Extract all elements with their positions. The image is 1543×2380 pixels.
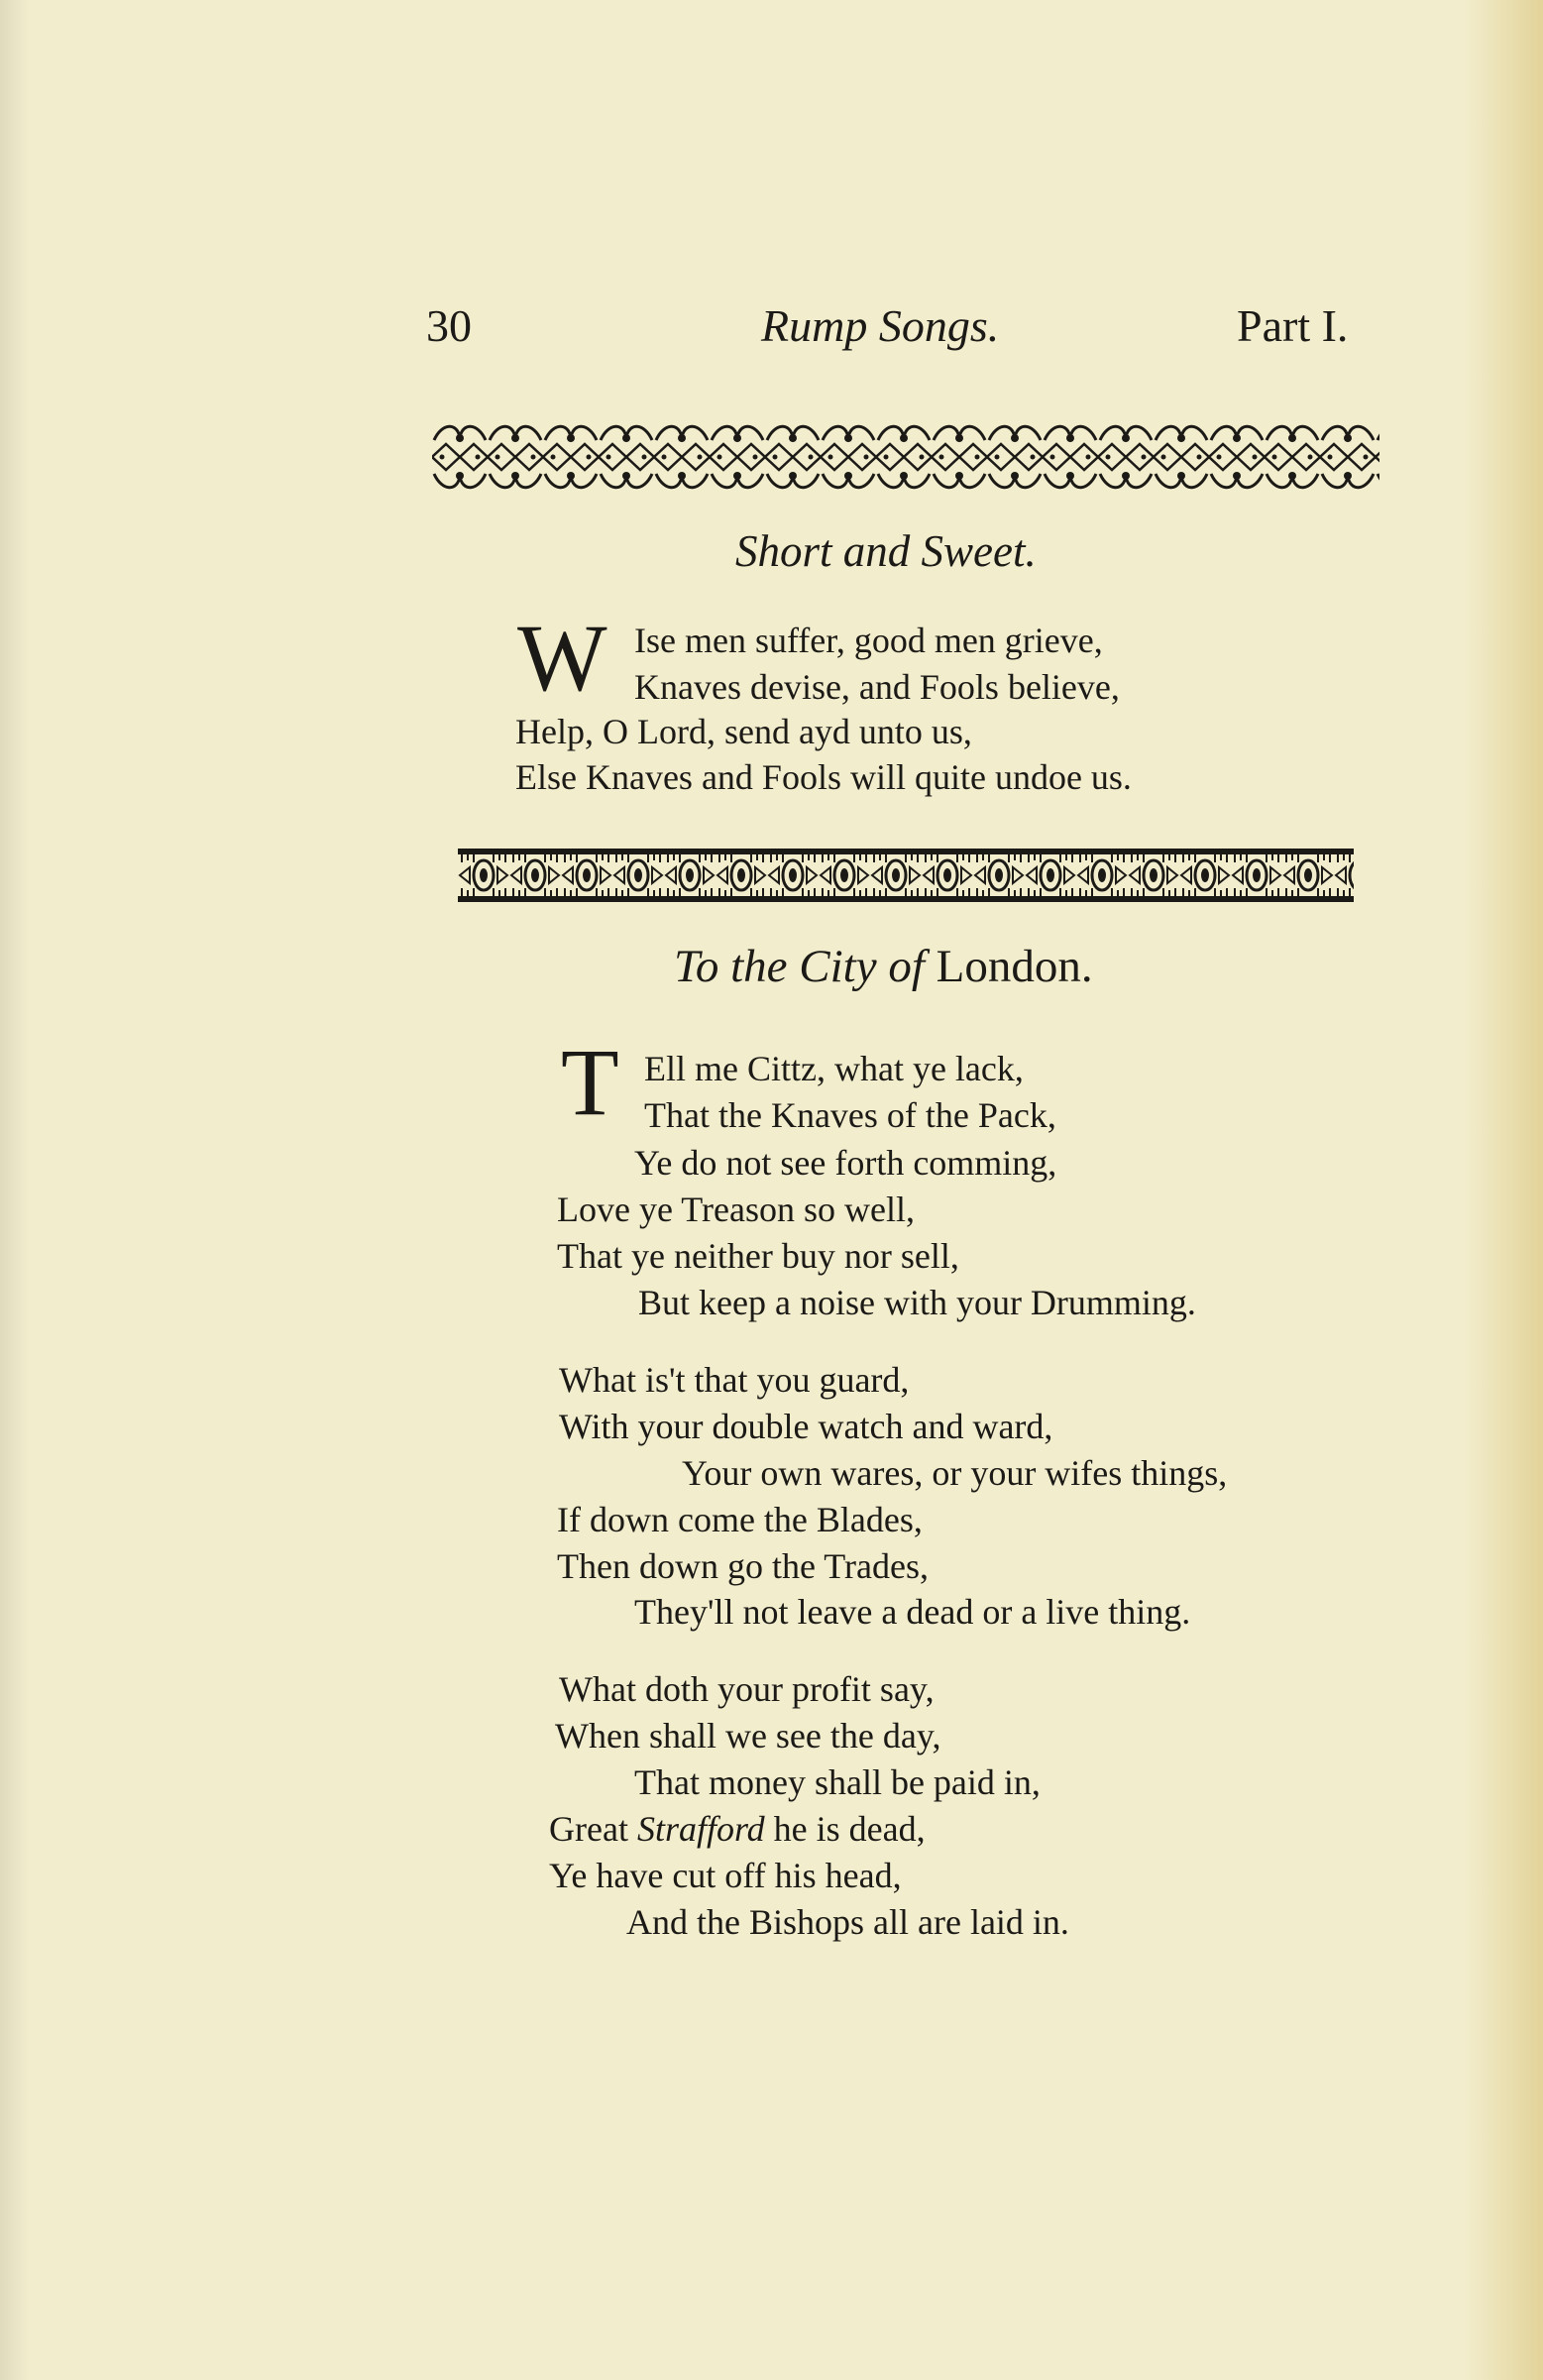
- poem-line: Ye do not see forth comming,: [634, 1143, 1057, 1183]
- page-number: 30: [426, 300, 472, 351]
- drop-cap-t: T: [561, 1029, 619, 1135]
- drop-cap-w: W: [517, 605, 607, 711]
- italic-name-strafford: Strafford: [636, 1809, 765, 1849]
- ornament-headpiece: [432, 420, 1379, 494]
- poem-line: Your own wares, or your wifes things,: [682, 1453, 1228, 1493]
- poem-line: But keep a noise with your Drumming.: [638, 1283, 1196, 1322]
- poem-line: That the Knaves of the Pack,: [644, 1095, 1056, 1135]
- poem-line: When shall we see the day,: [555, 1716, 941, 1756]
- title-italic-part: To the City of: [674, 941, 925, 992]
- line-word: Great: [549, 1809, 628, 1849]
- poem-line: What is't that you guard,: [559, 1360, 910, 1400]
- poem-title-short-and-sweet: Short and Sweet.: [735, 526, 1037, 576]
- title-roman-part: London.: [936, 941, 1093, 992]
- poem-line: They'll not leave a dead or a live thing.: [634, 1592, 1191, 1632]
- ornament-band: [458, 849, 1354, 902]
- part-label: Part I.: [1237, 300, 1349, 351]
- poem-line: That ye neither buy nor sell,: [557, 1236, 959, 1276]
- poem-title-to-the-city-of-london: [674, 940, 1093, 993]
- poem-line: Else Knaves and Fools will quite undoe us.: [515, 757, 1132, 797]
- poem-line: And the Bishops all are laid in.: [626, 1902, 1069, 1942]
- poem-line: Then down go the Trades,: [557, 1546, 929, 1586]
- poem-line: Help, O Lord, send ayd unto us,: [515, 712, 972, 751]
- poem-line: Love ye Treason so well,: [557, 1190, 915, 1229]
- poem-line: [549, 1811, 926, 1847]
- poem-line: Ell me Cittz, what ye lack,: [644, 1049, 1024, 1088]
- poem-line: That money shall be paid in,: [634, 1762, 1041, 1802]
- line-rest: he is dead,: [764, 1809, 926, 1849]
- poem-line: If down come the Blades,: [557, 1500, 923, 1539]
- poem-line: With your double watch and ward,: [559, 1407, 1053, 1446]
- poem-line: What doth your profit say,: [559, 1669, 935, 1709]
- poem-line: Knaves devise, and Fools believe,: [634, 667, 1120, 707]
- poem-line: Ye have cut off his head,: [549, 1856, 902, 1895]
- running-title: Rump Songs.: [761, 300, 1000, 351]
- poem-line: Ise men suffer, good men grieve,: [634, 621, 1103, 660]
